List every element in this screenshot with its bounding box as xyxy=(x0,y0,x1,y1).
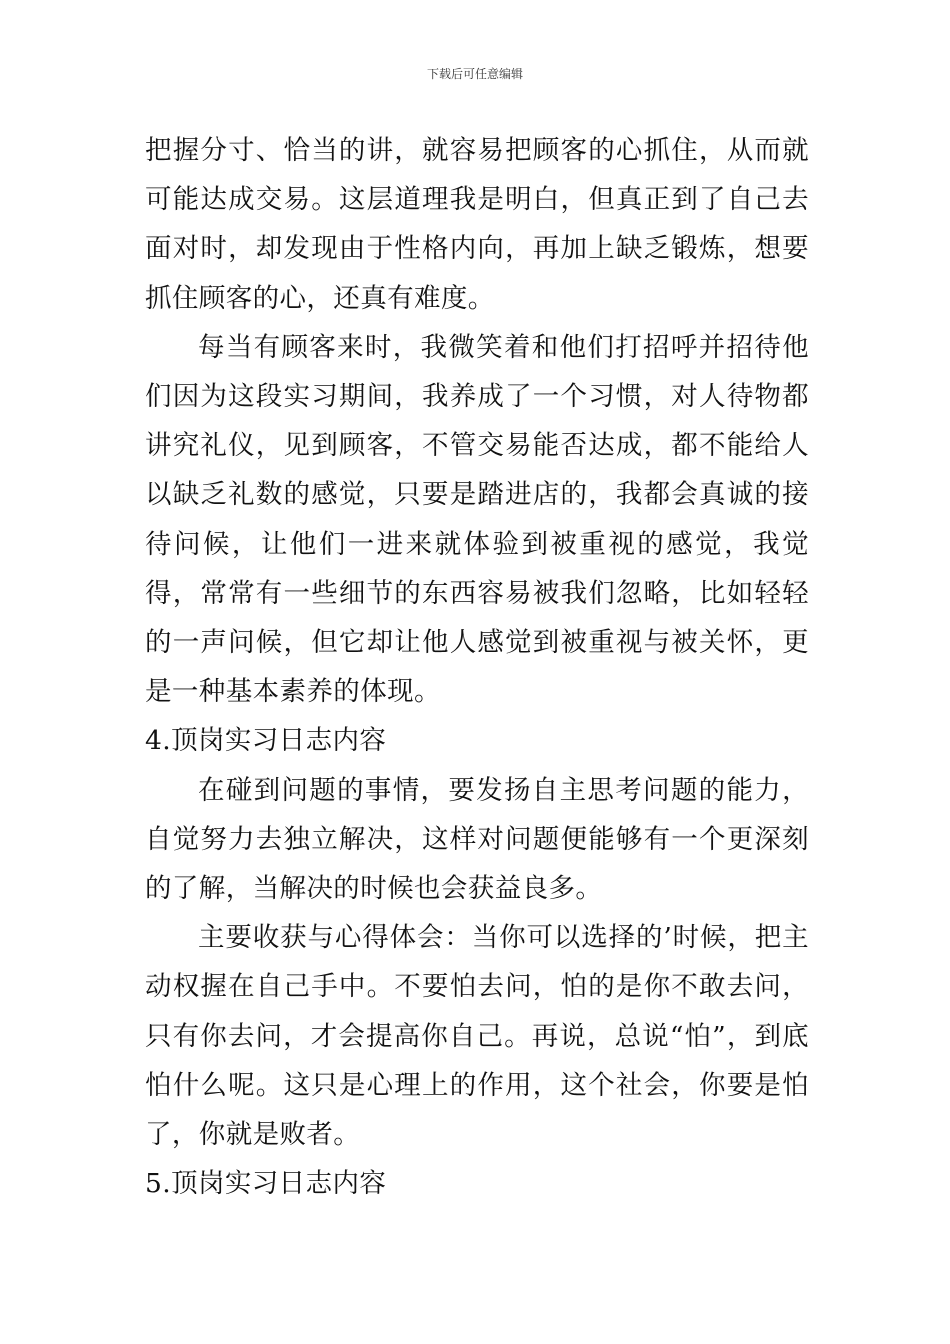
section-heading-4: 4.顶岗实习日志内容 xyxy=(145,725,387,757)
section-heading-5: 5.顶岗实习日志内容 xyxy=(145,1168,387,1200)
paragraph-main-gains: 主要收获与心得体会：当你可以选择的’时候，把主动权握在自己手中。不要怕去问，怕的是你不敢去问，只有你去问，才会提高你自己。再说，总说“怕”，到底怕什么呢。这只是心理上的作用，这个社会，你要是怕了，你就是败者。 xyxy=(145,922,809,1151)
paragraph-problem-solving: 在碰到问题的事情，要发扬自主思考问题的能力，自觉努力去独立解决，这样对问题便能够有一个更深刻的了解，当解决的时候也会获益良多。 xyxy=(145,774,809,905)
document-body xyxy=(145,126,809,1208)
paragraph-continuation: 把握分寸、恰当的讲，就容易把顾客的心抓住，从而就可能达成交易。这层道理我是明白，但真正到了自己去面对时，却发现由于性格内向，再加上缺乏锻炼，想要抓住顾客的心，还真有难度。 xyxy=(145,135,809,314)
page-header-note: 下载后可任意编辑 xyxy=(426,67,523,81)
paragraph-customer-etiquette: 每当有顾客来时，我微笑着和他们打招呼并招待他们因为这段实习期间，我养成了一个习惯，对人待物都讲究礼仪，见到顾客，不管交易能否达成，都不能给人以缺乏礼数的感觉，只要是踏进店的，我都会真诚的接待问候，让他们一进来就体验到被重视的感觉，我觉得，常常有一些细节的东西容易被我们忽略，比如轻轻的一声问候，但它却让他人感觉到被重视与被关怀，更是一种基本素养的体现。 xyxy=(145,331,809,708)
